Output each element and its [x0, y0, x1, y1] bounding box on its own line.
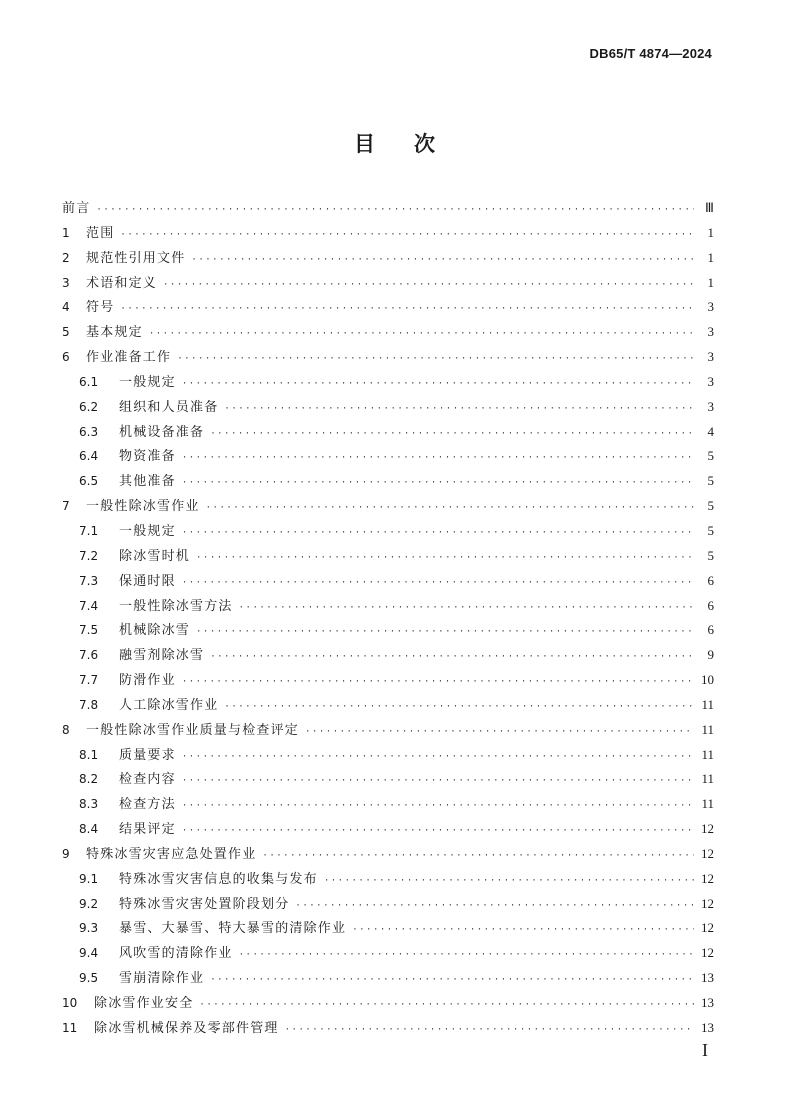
toc-entry-page: 6: [707, 622, 714, 638]
toc-dot-leader: [182, 670, 694, 695]
toc-entry-number: 7.6: [79, 648, 99, 663]
toc-entry[interactable]: [62, 618, 714, 643]
toc-entry-page: 11: [701, 771, 714, 787]
document-code: DB65/T 4874—2024: [589, 46, 712, 61]
toc-entry[interactable]: [62, 221, 714, 246]
toc-entry-title: 检查内容: [119, 772, 176, 788]
toc-entry-title: 物资准备: [119, 449, 176, 465]
toc-entry-number: 8.2: [79, 772, 99, 787]
toc-entry-title: 除冰雪作业安全: [94, 996, 194, 1011]
toc-entry-title: 一般规定: [119, 374, 176, 390]
toc-entry[interactable]: [62, 643, 714, 668]
toc-entry-number: 9: [62, 846, 70, 861]
toc-dot-leader: [295, 894, 694, 919]
toc-dot-leader: [120, 223, 694, 248]
toc-entry-page: 12: [701, 845, 714, 861]
toc-entry-title: 特殊冰雪灾害信息的收集与发布: [119, 871, 318, 887]
toc-entry[interactable]: [62, 519, 714, 544]
toc-dot-leader: [182, 446, 694, 471]
toc-entry-title: 组织和人员准备: [119, 399, 219, 415]
toc-entry-title: 防滑作业: [119, 673, 176, 689]
toc-entry-title: 保通时限: [119, 573, 176, 589]
toc-entry-page: 12: [701, 895, 714, 911]
toc-entry-number: 6.1: [79, 374, 99, 389]
toc-entry-number: 7.5: [79, 623, 99, 638]
toc-entry-number: 4: [62, 300, 70, 315]
toc-entry[interactable]: [62, 420, 714, 445]
toc-entry[interactable]: [62, 469, 714, 494]
toc-dot-leader: [210, 422, 694, 447]
toc-dot-leader: [210, 645, 694, 670]
toc-entry-number: 7.1: [79, 523, 99, 538]
toc-dot-leader: [163, 273, 694, 298]
toc-entry-page: 4: [707, 423, 714, 439]
toc-dot-leader: [239, 596, 694, 621]
toc-entry-page: 13: [701, 970, 714, 986]
toc-entry-number: 1: [62, 225, 70, 240]
toc-entry-page: 3: [707, 349, 714, 365]
toc-entry-number: 8: [62, 722, 70, 737]
toc-entry[interactable]: [62, 743, 714, 768]
toc-entry[interactable]: [62, 494, 714, 519]
toc-entry-page: 13: [701, 995, 714, 1010]
toc-entry-page: 11: [701, 746, 714, 762]
toc-dot-leader: [285, 1018, 694, 1043]
toc-entry-page: 6: [707, 597, 714, 613]
toc-dot-leader: [239, 943, 694, 968]
toc-entry[interactable]: [62, 966, 714, 991]
toc-entry[interactable]: [62, 395, 714, 420]
toc-entry-page: 5: [707, 473, 714, 489]
toc-entry-page: 5: [707, 448, 714, 464]
toc-dot-leader: [182, 471, 694, 496]
toc-entry-number: 6.4: [79, 449, 99, 464]
toc-entry[interactable]: [62, 544, 714, 569]
toc-entry-page: 10: [701, 672, 714, 688]
title-char-left: 目: [354, 132, 376, 156]
toc-entry-title: 结果评定: [119, 822, 176, 838]
toc-entry[interactable]: [62, 916, 714, 941]
toc-entry[interactable]: [62, 196, 714, 221]
toc-entry-number: 6.3: [79, 424, 99, 439]
toc-dot-leader: [305, 720, 694, 745]
toc-entry-page: 9: [707, 647, 714, 663]
toc-entry-number: 11: [62, 1020, 78, 1035]
toc-entry[interactable]: [62, 1016, 714, 1041]
toc-dot-leader: [182, 819, 694, 844]
toc-entry[interactable]: [62, 941, 714, 966]
toc-entry-title: 一般性除冰雪方法: [119, 598, 233, 614]
page-title: [0, 128, 790, 158]
toc-entry[interactable]: [62, 668, 714, 693]
toc-entry[interactable]: [62, 867, 714, 892]
toc-entry-page: 3: [707, 299, 714, 315]
toc-entry-page: 3: [707, 324, 714, 340]
toc-entry[interactable]: [62, 817, 714, 842]
toc-entry-title: 基本规定: [86, 325, 143, 341]
toc-dot-leader: [182, 571, 694, 596]
toc-entry-page: 12: [701, 945, 714, 961]
toc-entry-page: 5: [707, 498, 714, 514]
page-number: I: [702, 1040, 708, 1060]
toc-entry-title: 风吹雪的清除作业: [119, 946, 233, 962]
toc-dot-leader: [196, 546, 694, 571]
toc-entry-number: 6: [62, 350, 70, 365]
toc-dot-leader: [199, 993, 694, 1018]
toc-entry[interactable]: [62, 792, 714, 817]
toc-entry[interactable]: [62, 295, 714, 320]
toc-entry[interactable]: [62, 718, 714, 743]
toc-entry-page: 13: [701, 1019, 714, 1035]
toc-entry-title: 规范性引用文件: [86, 250, 186, 266]
toc-entry-number: 6.5: [79, 474, 99, 489]
toc-entry-title: 雪崩清除作业: [119, 971, 205, 987]
toc-entry-page: 1: [707, 274, 714, 290]
toc-entry-title: 机械设备准备: [119, 424, 205, 440]
toc-dot-leader: [206, 496, 694, 521]
toc-dot-leader: [224, 695, 694, 720]
toc-entry-number: 7: [62, 499, 70, 514]
toc-entry-title: 一般性除冰雪作业: [86, 499, 200, 515]
toc-entry-number: 7.3: [79, 573, 99, 588]
toc-dot-leader: [120, 297, 694, 322]
toc-entry-number: 6.2: [79, 399, 99, 414]
toc-entry-title: 其他准备: [119, 474, 176, 490]
toc-dot-leader: [182, 521, 694, 546]
toc-entry-title: 质量要求: [119, 747, 176, 763]
toc-entry-title: 除冰雪时机: [119, 548, 191, 564]
toc-dot-leader: [262, 844, 694, 869]
toc-entry-number: 8.1: [79, 747, 99, 762]
toc-dot-leader: [177, 347, 694, 372]
toc-entry-number: 8.3: [79, 797, 99, 812]
toc-entry-title: 机械除冰雪: [119, 623, 191, 639]
toc-dot-leader: [96, 198, 694, 223]
toc-entry-number: 5: [62, 325, 70, 340]
toc-dot-leader: [182, 372, 694, 397]
toc-entry-title: 特殊冰雪灾害处置阶段划分: [119, 896, 290, 912]
toc-entry[interactable]: [62, 271, 714, 296]
toc-entry[interactable]: [62, 767, 714, 792]
title-char-right: 次: [414, 132, 436, 156]
toc-entry-number: 7.7: [79, 673, 99, 688]
toc-entry-title: 前言: [62, 201, 91, 216]
toc-dot-leader: [191, 248, 694, 273]
toc-entry[interactable]: [62, 594, 714, 619]
toc-entry-number: 9.5: [79, 971, 99, 986]
toc-dot-leader: [196, 620, 694, 645]
toc-entry-page: 11: [701, 721, 714, 737]
toc-entry-title: 作业准备工作: [86, 350, 172, 366]
toc-entry-page: 12: [701, 870, 714, 886]
toc-dot-leader: [324, 869, 694, 894]
toc-entry-page: 6: [707, 572, 714, 588]
toc-entry-number: 9.1: [79, 871, 99, 886]
toc-entry[interactable]: [62, 345, 714, 370]
toc-entry-page: 12: [701, 821, 714, 837]
toc-dot-leader: [149, 322, 694, 347]
toc-dot-leader: [224, 397, 694, 422]
toc-entry-page: 1: [707, 224, 714, 240]
toc-entry-page: 11: [701, 696, 714, 712]
toc-entry-page: 5: [707, 522, 714, 538]
toc-entry[interactable]: [62, 370, 714, 395]
toc-entry[interactable]: [62, 991, 714, 1016]
table-of-contents: [62, 196, 714, 1041]
toc-entry-page: 3: [707, 398, 714, 414]
toc-entry-page: Ⅲ: [705, 200, 714, 215]
toc-entry-title: 术语和定义: [86, 275, 158, 291]
toc-entry[interactable]: [62, 320, 714, 345]
toc-entry-title: 一般规定: [119, 523, 176, 539]
toc-entry[interactable]: [62, 693, 714, 718]
toc-entry-title: 一般性除冰雪作业质量与检查评定: [86, 722, 300, 738]
toc-entry-number: 7.2: [79, 548, 99, 563]
toc-entry-page: 1: [707, 249, 714, 265]
toc-entry-number: 9.2: [79, 896, 99, 911]
toc-entry-title: 符号: [86, 300, 115, 316]
toc-dot-leader: [210, 968, 694, 993]
toc-entry-title: 人工除冰雪作业: [119, 697, 219, 713]
toc-entry-title: 融雪剂除冰雪: [119, 648, 205, 664]
toc-entry-number: 2: [62, 250, 70, 265]
toc-entry-title: 特殊冰雪灾害应急处置作业: [86, 846, 257, 862]
toc-entry-title: 暴雪、大暴雪、特大暴雪的清除作业: [119, 921, 347, 937]
toc-entry-number: 7.8: [79, 697, 99, 712]
toc-dot-leader: [352, 918, 694, 943]
toc-entry[interactable]: [62, 444, 714, 469]
toc-entry-number: 7.4: [79, 598, 99, 613]
toc-entry-page: 12: [701, 920, 714, 936]
toc-dot-leader: [182, 769, 694, 794]
toc-dot-leader: [182, 745, 694, 770]
toc-entry[interactable]: [62, 842, 714, 867]
toc-entry-title: 检查方法: [119, 797, 176, 813]
toc-entry-number: 10: [62, 996, 78, 1010]
toc-entry-number: 3: [62, 275, 70, 290]
toc-entry-page: 11: [701, 796, 714, 812]
toc-entry-page: 3: [707, 373, 714, 389]
toc-entry-title: 除冰雪机械保养及零部件管理: [94, 1020, 279, 1036]
toc-entry[interactable]: [62, 569, 714, 594]
toc-dot-leader: [182, 794, 694, 819]
toc-entry-number: 8.4: [79, 822, 99, 837]
toc-entry[interactable]: [62, 246, 714, 271]
toc-entry[interactable]: [62, 892, 714, 917]
toc-entry-title: 范围: [86, 225, 115, 241]
toc-entry-number: 9.4: [79, 946, 99, 961]
toc-entry-page: 5: [707, 547, 714, 563]
toc-entry-number: 9.3: [79, 921, 99, 936]
